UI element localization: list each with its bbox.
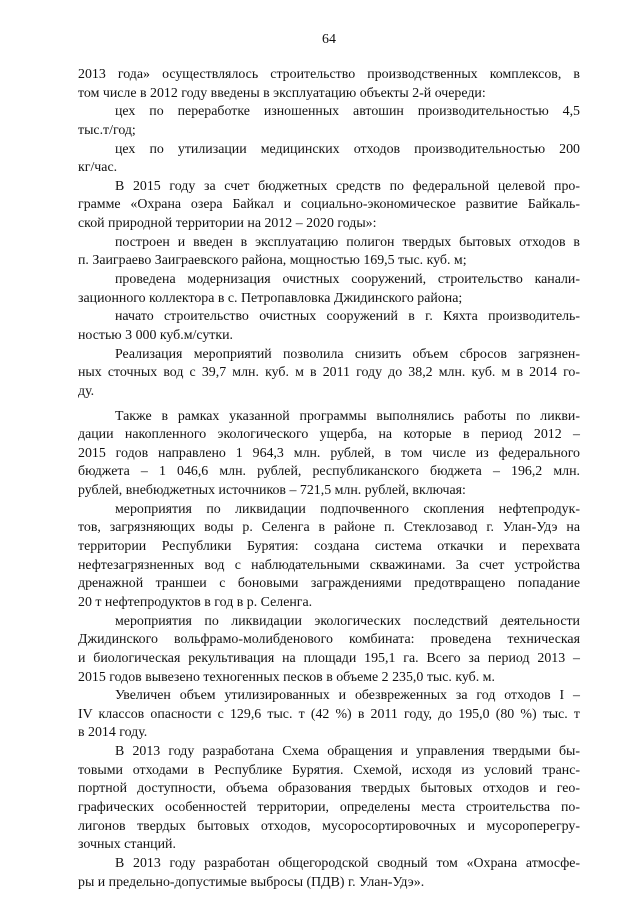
body-text (78, 66, 580, 892)
text-line: 20 т нефтепродуктов в год в р. Селенга. (78, 594, 313, 610)
text-line: начато строительство очистных сооружений в г. Кяхта производитель- (115, 309, 580, 325)
text-line: зочных станций. (78, 837, 176, 853)
text-line: бюджета – 1 046,6 млн. рублей, республиканского бюджета – 196,2 млн. (78, 464, 580, 480)
text-line: п. Заиграево Заиграевского района, мощностью 169,5 тыс. куб. м; (78, 253, 467, 269)
text-line: 2015 годов направлено 1 964,3 млн. рублей, в том числе из федерального (78, 445, 580, 461)
text-line: кг/час. (78, 160, 118, 176)
text-line: графических особенностей территории, определены места строительства по- (78, 799, 580, 815)
text-line: В 2013 году разработан общегородской сводный том «Охрана атмосфе- (115, 855, 580, 871)
page-number: 64 (322, 32, 336, 47)
text-line: В 2013 году разработана Схема обращения и управления твердыми бы- (115, 744, 580, 760)
text-line: построен и введен в эксплуатацию полигон твердых бытовых отходов в (115, 234, 580, 250)
text-line: в 2014 году. (78, 725, 148, 741)
text-line: нефтезагрязненных вод с наблюдательными скважинами. За счет устройства (78, 557, 580, 573)
text-line: лигонов твердых бытовых отходов, мусоросортировочных и мусороперегру- (78, 818, 580, 834)
text-line: 2013 года» осуществлялось строительство производственных комплексов, в (78, 67, 580, 82)
text-line: тов, загрязняющих воды р. Селенга в районе п. Стеклозавод г. Улан-Удэ на (78, 520, 580, 536)
text-line: зационного коллектора в с. Петропавловка Джидинского района; (78, 290, 463, 306)
text-line: проведена модернизация очистных сооружений, строительство канали- (115, 272, 580, 288)
text-line: том числе в 2012 году введены в эксплуатацию объекты 2-й очереди: (78, 85, 486, 101)
text-line: В 2015 году за счет бюджетных средств по федеральной целевой про- (115, 178, 580, 194)
text-line: Джидинского вольфрамо-молибденового комбината: проведена техническая (78, 632, 580, 648)
document-page (78, 32, 580, 892)
text-line: IV классов опасности с 129,6 тыс. т (42 %) в 2011 году, до 195,0 (80 %) тыс. т (78, 706, 580, 722)
text-line: ры и предельно-допустимые выбросы (ПДВ) г. Улан-Удэ». (78, 874, 425, 890)
text-line: территории Республики Бурятия: создана система откачки и перехвата (78, 539, 580, 555)
text-line: 2015 годов вывезено техногенных песков в объеме 2 235,0 тыс. куб. м. (78, 669, 495, 685)
text-line: мероприятия по ликвидации подпочвенного скопления нефтепродук- (115, 501, 580, 517)
text-line: мероприятия по ликвидации экологических последствий деятельности (115, 613, 580, 629)
text-line: портной доступности, объема образования твердых бытовых отходов и гео- (78, 781, 580, 797)
text-line: ду. (78, 383, 95, 399)
text-line: ской природной территории на 2012 – 2020 годы»: (78, 216, 377, 232)
text-line: грамме «Охрана озера Байкал и социально-экономическое развитие Байкаль- (78, 197, 580, 213)
text-line: товыми отходами в Республике Бурятия. Схемой, исходя из условий транс- (78, 762, 580, 778)
text-line: Увеличен объем утилизированных и обезвреженных за год отходов I – (115, 688, 580, 704)
text-line: цех по переработке изношенных автошин производительностью 4,5 (115, 104, 580, 120)
text-line: тыс.т/год; (78, 122, 136, 138)
text-line: дренажной траншеи с боновыми заграждениями предотвращено попадание (78, 576, 580, 592)
text-line: цех по утилизации медицинских отходов производительностью 200 (115, 141, 580, 157)
text-line: ностью 3 000 куб.м/сутки. (78, 327, 234, 343)
text-line: Также в рамках указанной программы выполнялись работы по ликви- (115, 408, 580, 424)
text-line: дации накопленного экологического ущерба, на которые в период 2012 – (78, 427, 580, 443)
text-line: ных сточных вод с 39,7 млн. куб. м в 2011 году до 38,2 млн. куб. м в 2014 го- (78, 365, 580, 381)
text-line: и биологическая рекультивация на площади 195,1 га. Всего за период 2013 – (78, 650, 580, 666)
text-line: рублей, внебюджетных источников – 721,5 млн. рублей, включая: (78, 483, 466, 499)
text-line: Реализация мероприятий позволила снизить объем сбросов загрязнен- (115, 346, 580, 362)
